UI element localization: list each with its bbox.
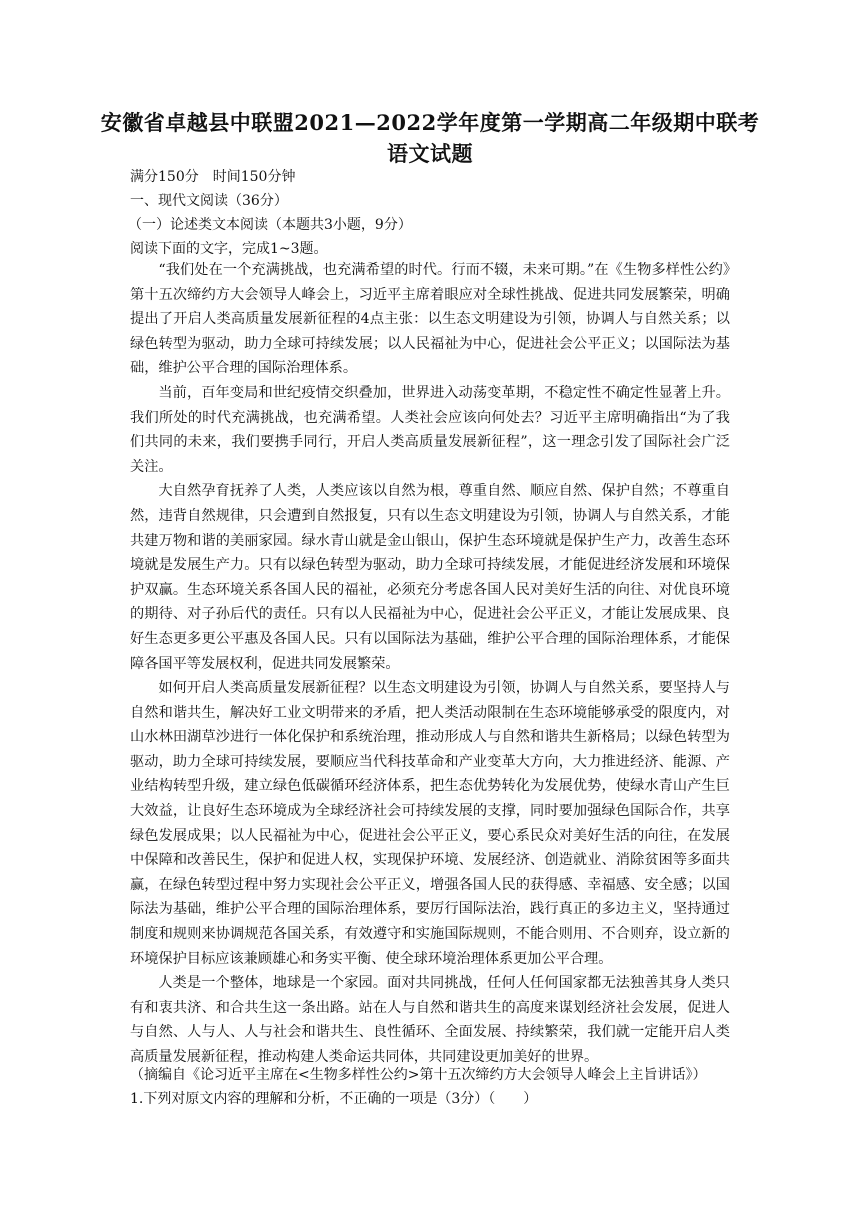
score-time-info: 满分150分 时间150分钟 [130,169,296,185]
subsection-heading: （一）论述类文本阅读（本题共3小题，9分） [128,217,412,233]
article-paragraph: “我们处在一个充满挑战，也充满希望的时代。行而不辍，未来可期。”在《生物多样性公约》第十五次缔约方大会领导人峰会上，习近平主席着眼应对全球性挑战、促进共同发展繁荣，明确提出了开启人类高质量发展新征程的4点主张：以生态文明建设为引领，协调人与自然关系；以绿色转型为驱动，助力全球可持续发展；以人民福祉为中心，促进社会公平正义；以国际法为基础，维护公平合理的国际治理体系。 [130,262,730,377]
article-paragraph: 大自然孕育抚养了人类，人类应该以自然为根，尊重自然、顺应自然、保护自然；不尊重自然，违背自然规律，只会遭到自然报复，只有以生态文明建设为引领，协调人与自然关系，才能共建万物和谐的美丽家园。绿水青山就是金山银山，保护生态环境就是保护生产力，改善生态环境就是发展生产力。只有以绿色转型为驱动，助力全球可持续发展，才能促进经济发展和环境保护双赢。生态环境关系各国人民的福祉，必须充分考虑各国人民对美好生活的向往、对优良环境的期待、对子孙后代的责任。只有以人民福祉为中心，促进社会公平正义，才能让发展成果、良好生态更多更公平惠及各国人民。只有以国际法为基础，维护公平合理的国际治理体系，才能保障各国平等发展权利，促进共同发展繁荣。 [130,483,730,672]
article-paragraph: 如何开启人类高质量发展新征程？以生态文明建设为引领，协调人与自然关系，要坚持人与自然和谐共生，解决好工业文明带来的矛盾，把人类活动限制在生态环境能够承受的限度内，对山水林田湖草沙进行一体化保护和系统治理，推动形成人与自然和谐共生新格局；以绿色转型为驱动，助力全球可持续发展，要顺应当代科技革命和产业变革大方向，大力推进经济、能源、产业结构转型升级，建立绿色低碳循环经济体系，把生态优势转化为发展优势，使绿水青山产生巨大效益，让良好生态环境成为全球经济社会可持续发展的支撑，同时要加强绿色国际合作，共享绿色发展成果；以人民福祉为中心，促进社会公平正义，要心系民众对美好生活的向往，在发展中保障和改善民生，保护和促进人权，实现保护环境、发展经济、创造就业、消除贫困等多面共赢，在绿色转型过程中努力实现社会公平正义，增强各国人民的获得感、幸福感、安全感；以国际法为基础，维护公平合理的国际治理体系，要厉行国际法治，践行真正的多边主义，坚持通过制度和规则来协调规范各国关系，有效遵守和实施国际规则，不能合则用、不合则弃，设立新的环境保护目标应该兼顾雄心和务实平衡、使全球环境治理体系更加公平合理。 [130,680,730,967]
reading-instruction: 阅读下面的文字，完成1~3题。 [130,241,328,257]
question-1: 1.下列对原文内容的理解和分析，不正确的一项是（3分）（ ） [130,1091,538,1107]
article-paragraph: 当前，百年变局和世纪疫情交织叠加，世界进入动荡变革期，不稳定性不确定性显著上升。我们所处的时代充满挑战，也充满希望。人类社会应该向何处去？习近平主席明确指出“为了我们共同的未来，我们要携手同行，开启人类高质量发展新征程”，这一理念引发了国际社会广泛关注。 [130,384,730,475]
exam-subject-title: 语文试题 [387,141,473,166]
section-heading: 一、现代文阅读（36分） [130,193,288,209]
exam-title: 安徽省卓越县中联盟2021—2022学年度第一学期高二年级期中联考 [100,110,760,135]
article-body [130,258,730,1070]
article-source: （摘编自《论习近平主席在<生物多样性公约>第十五次缔约方大会领导人峰会上主旨讲话》） [130,1067,707,1083]
article-paragraph: 人类是一个整体，地球是一个家园。面对共同挑战，任何人任何国家都无法独善其身人类只有和衷共济、和合共生这一条出路。站在人与自然和谐共生的高度来谋划经济社会发展，促进人与自然、人与人、人与社会和谐共生、良性循环、全面发展、持续繁荣，我们就一定能开启人类高质量发展新征程，推动构建人类命运共同体，共同建设更加美好的世界。 [130,975,730,1065]
